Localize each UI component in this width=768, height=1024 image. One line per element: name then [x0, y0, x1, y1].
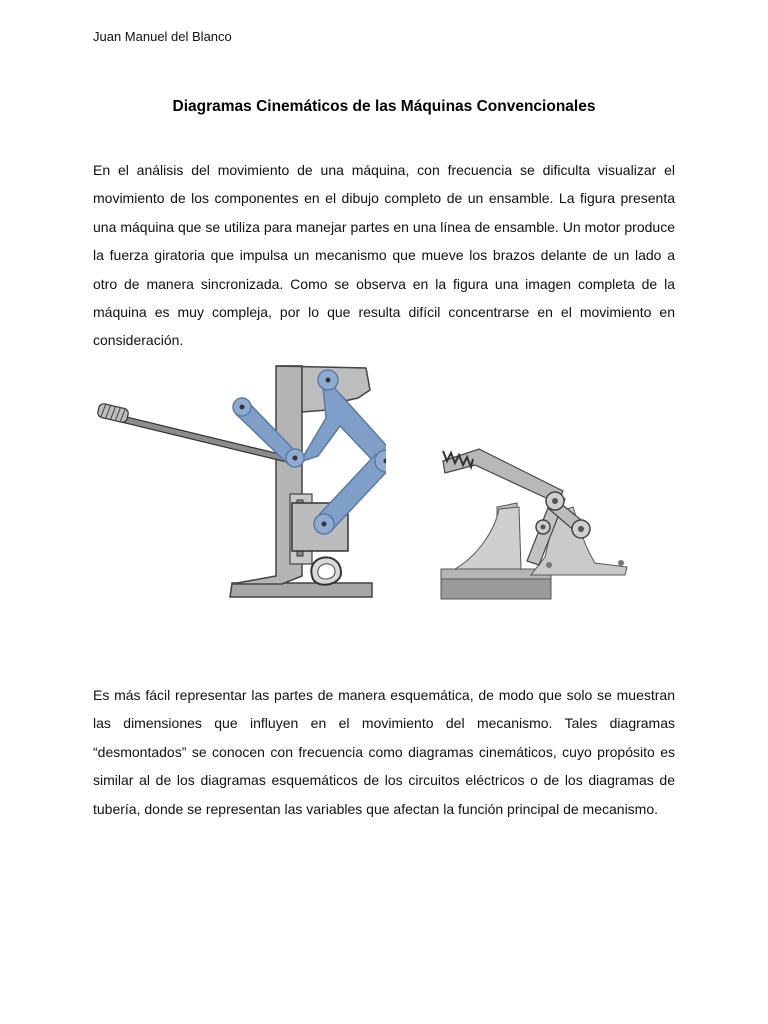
- paragraph-kinematic-diagrams: Es más fácil representar las partes de manera esquemática, de modo que solo se muestran las dimensiones que influyen en el movimiento del mecanismo. Tales diagramas “desmontados” se conocen con frecuencia como diagramas cinemáticos, cuyo propósito es similar al de los diagramas esquemáticos de los circuitos eléctricos o de los diagramas de tubería, donde se representan las variables que afectan la función principal de mecanismo.: [93, 687, 675, 817]
- machine-assembly-illustration: [435, 437, 640, 602]
- page-header-author: Juan Manuel del Blanco: [93, 29, 232, 44]
- paragraph-intro: En el análisis del movimiento de una máquina, con frecuencia se dificulta visualizar el movimiento de los componentes en el dibujo completo de un ensamble. La figura presenta una máquina que se utiliza para manejar partes en una línea de ensamble. Un motor produce la fuerza giratoria que impulsa un mecanismo que mueve los brazos delante de un lado a otro de manera sincronizada. Como se observa en la figura una imagen completa de la máquina es muy compleja, por lo que resulta difícil concentrarse en el movimiento en consideración.: [93, 162, 675, 349]
- document-title: Diagramas Cinemáticos de las Máquinas Convencionales: [172, 98, 596, 115]
- mechanism-highlighted-illustration: [96, 358, 386, 603]
